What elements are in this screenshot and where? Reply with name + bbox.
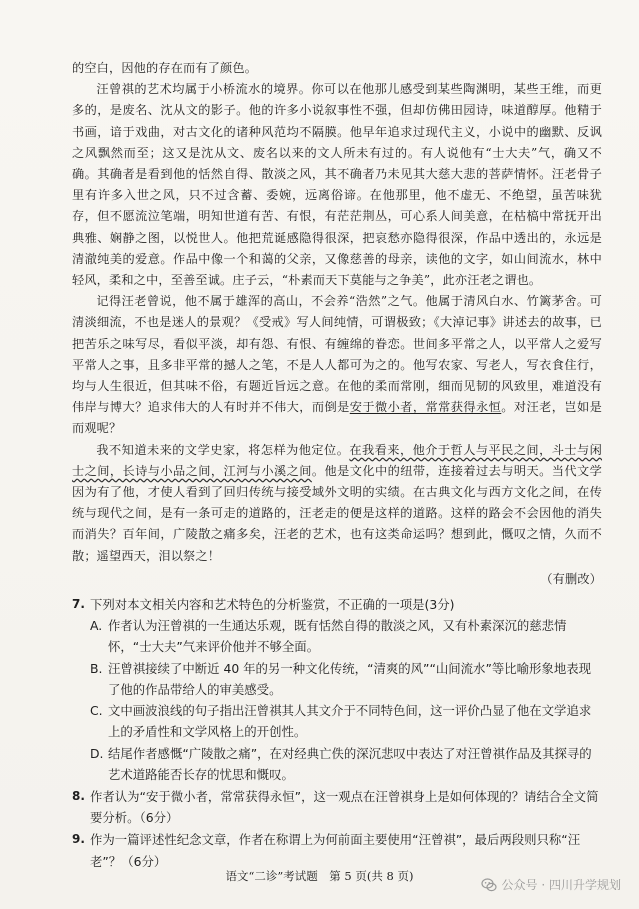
- option-text: 结尾作者感慨“广陵散之痛”，在对经典亡佚的深沉悲叹中表达了对汪曾祺作品及其探寻的艺术道路能否长存的忧思和慨叹。: [108, 745, 592, 782]
- page-footer: 语文“二诊”考试题 第 5 页(共 8 页): [225, 869, 414, 883]
- passage-text: 。对汪老，岂如是而观呢？: [72, 400, 602, 436]
- passage-paragraph-3: [72, 440, 602, 567]
- watermark-text: 公众号 · 四川升学规划: [501, 878, 621, 892]
- option-label: A.: [90, 618, 103, 634]
- underlined-sentence: 安于微小者，常常获得永恒: [349, 400, 502, 415]
- option-c: [90, 700, 602, 742]
- option-label: C.: [90, 703, 103, 719]
- passage-paragraph-2: [72, 291, 602, 439]
- option-label: D.: [90, 745, 104, 761]
- wechat-icon: [481, 877, 497, 893]
- page-content: [72, 58, 602, 872]
- question-9: [72, 829, 602, 871]
- question-7: [72, 594, 602, 615]
- option-b: [90, 658, 602, 700]
- question-8: [72, 786, 602, 828]
- watermark: [481, 876, 621, 893]
- question-number: 7.: [72, 597, 85, 612]
- passage-text: 。他是文化中的纽带，连接着过去与明天。当代文学因为有了他，才使人看到了回归传统与接受域外文明的实绩。在古典文化与西方文化之间，在传统与现代之间，是有一条可走的道路的，汪老走的便是这样的道路。这样的路会不会因他的消失而消失？百年间，广陵散之痛多矣，汪老的艺术，也有这类命运吗？想到此，慨叹之情，久而不散；遥望西天，泪以祭之！: [72, 463, 602, 563]
- passage-paragraph-1: 汪曾祺的艺术均属于小桥流水的境界。你可以在他那儿感受到某些陶渊明，某些王维，而更多的，是废名、沈从文的影子。他的许多小说叙事性不强，但却仿佛田园诗，味道醇厚。他精于书画，谙于戏曲，对古文化的诸种风范均不隔膜。他早年追求过现代主义，小说中的幽默、反讽之风飘然而至；这又是沈从文、废名以来的文人所未有过的。有人说他有“士大夫”气，确又不确。其确者是看到他的恬然自得、散淡之风，其不确者乃未见其大慈大悲的菩萨情怀。汪老骨子里有许多入世之风，只不过含蓄、委婉，远离俗谛。在他那里，他不虚无、不绝望，虽苦味犹存，但不愿流泣笔端，明知世道有苦、有恨，有茫茫荆丛，可心系人间美意，在枯槁中常抚开出典雅、娴静之图，以悦世人。他把荒诞感隐得很深，把哀愁亦隐得很深，作品中透出的，永远是清澈纯美的爱意。作品中像一个和蔼的父亲，又像慈善的母亲，读他的文字，如山间流水，林中轻风，柔和之中，至善至诚。庄子云，“朴素而天下莫能与之争美”，此亦汪老之谓也。: [72, 82, 602, 288]
- wavy-underlined-sentence: 在我看来，他介于哲人与平民之间，斗士与闲士之间，长诗与小品之间，江河与小溪之间: [72, 442, 603, 478]
- source-note: （有删改）: [540, 571, 602, 586]
- question-text: 下列对本文相关内容和艺术特色的分析鉴赏，不正确的一项是(3分): [90, 597, 455, 613]
- question-number: 9.: [72, 832, 85, 847]
- option-text: 文中画波浪线的句子指出汪曾祺其人其文介于不同特色间，这一评价凸显了他在文学追求上的矛盾性和文学风格上的开创性。: [108, 703, 592, 740]
- passage-text: 记得汪老曾说，他不属于雄浑的高山，不会养“浩然”之气。他属于清风白水、竹篱茅舍。可清淡细流，不也是迷人的景观？《受戒》写人间纯情，可谓极致；《大淖记事》讲述去的故事，已把苦乐之味写尽，看似平淡，却有怨、有恨、有缠绵的眷恋。世间多平常之人，以平常人之爱写平常人之事，且多非平常的撼人之笔，不是人人都可为之的。他写农家、写老人，写衣食住行，均与人生很近，但其味不俗，有题近旨远之意。在他的柔而常刚，细而见韧的风致里，难道没有伟岸与博大？追求伟大的人有时并不伟大，而倒是: [72, 294, 602, 415]
- option-a: [90, 615, 602, 657]
- passage-text: 我不知道未来的文学史家，将怎样为他定位。: [96, 442, 350, 457]
- option-label: B.: [90, 660, 103, 676]
- question-number: 8.: [72, 788, 85, 803]
- passage-paragraph-0: 的空白，因他的存在而有了颜色。: [72, 61, 258, 75]
- question-text: 作为一篇评述性纪念文章，作者在称谓上为何前面主要使用“汪曾祺”，最后两段则只称“汪老”？（6分）: [90, 832, 581, 869]
- question-text: 作者认为“安于微小者，常常获得永恒”，这一观点在汪曾祺身上是如何体现的？请结合全文简要分析。（6分）: [90, 788, 599, 826]
- option-text: 汪曾祺接续了中断近 40 年的另一种文化传统，“清爽的风”“山间流水”等比喻形象地表现了他的作品带给人的审美感受。: [108, 660, 591, 697]
- option-d: [90, 743, 602, 785]
- option-text: 作者认为汪曾祺的一生通达乐观，既有恬然自得的散淡之风，又有朴素深沉的慈悲情怀，“士大夫”气来评价他并不够全面。: [108, 618, 567, 655]
